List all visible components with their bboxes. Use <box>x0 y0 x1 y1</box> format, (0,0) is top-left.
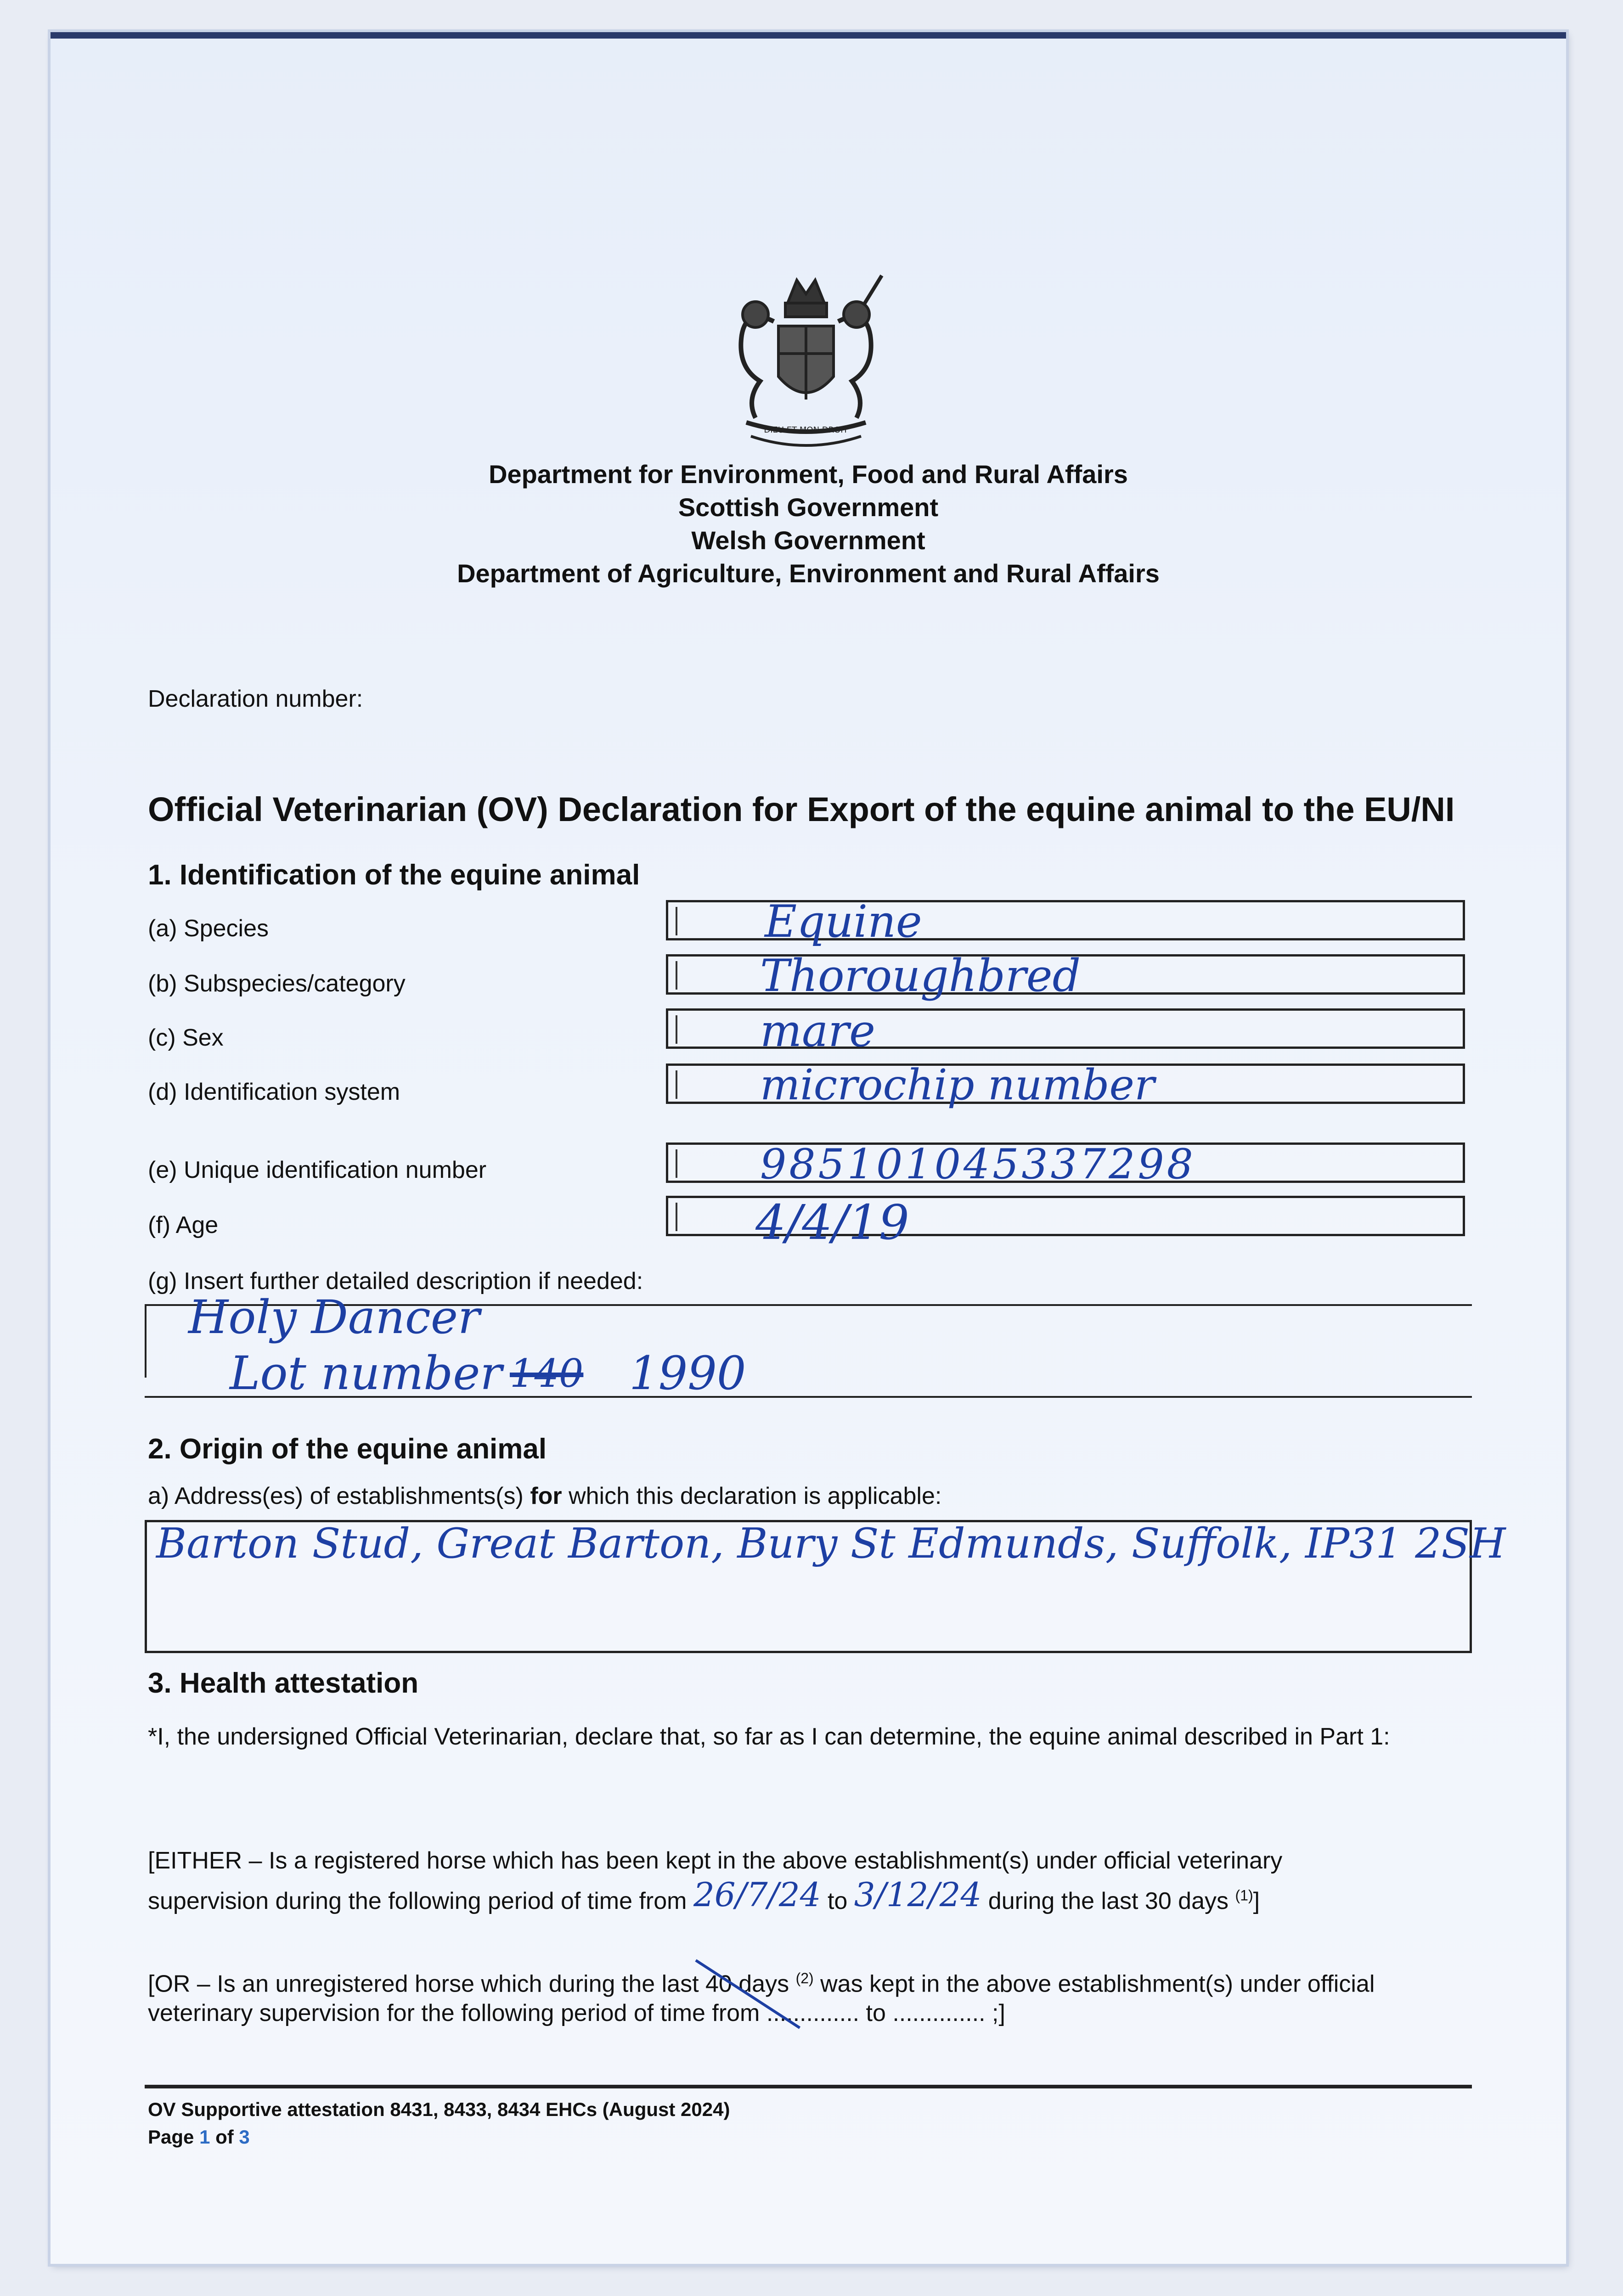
org-defra: Department for Environment, Food and Rural Affairs <box>489 460 1128 489</box>
or-clause-line-2: veterinary supervision for the following period of time from .............. to .............. ;] <box>148 2000 1005 2026</box>
section-2-heading: 2. Origin of the equine animal <box>148 1433 547 1465</box>
sex-label: (c) Sex <box>148 1024 224 1051</box>
footer-reference: OV Supportive attestation 8431, 8433, 8434 EHCs (August 2024) <box>148 2099 730 2120</box>
unique-id-field[interactable]: 985101045337298 <box>666 1142 1465 1183</box>
either-from-date: 26/7/24 <box>693 1875 821 1914</box>
page-top-edge <box>51 32 1566 39</box>
either-clause-line-2: supervision during the following period of time from 26/7/24 to 3/12/24 during the last 30 days $^{(1)}$] <box>148 1875 1260 1914</box>
unique-id-label: (e) Unique identification number <box>148 1157 487 1183</box>
horse-name: Holy Dancer <box>188 1290 480 1344</box>
org-welsh-government: Welsh Government <box>691 526 925 555</box>
id-system-label: (d) Identification system <box>148 1079 400 1105</box>
lot-number-value: 1990 <box>629 1346 746 1400</box>
lot-number-label: Lot number <box>230 1346 502 1400</box>
attestation-intro: *I, the undersigned Official Veterinarian, declare that, so far as I can determine, the equine animal described in Part 1: <box>148 1723 1390 1750</box>
or-clause-line-1: [OR – Is an unregistered horse which during the last 40 days $^{(2)}$ was kept in the above establishment(s) under official <box>148 1970 1375 1998</box>
id-system-field[interactable]: microchip number <box>666 1064 1465 1104</box>
svg-text:DIEU ET MON DROIT: DIEU ET MON DROIT <box>764 425 848 435</box>
section-3-heading: 3. Health attestation <box>148 1667 419 1699</box>
section-1-heading: 1. Identification of the equine animal <box>148 859 640 891</box>
footer-rule <box>145 2085 1472 2088</box>
royal-coat-of-arms-icon <box>705 262 907 455</box>
page-title: Official Veterinarian (OV) Declaration for Export of the equine animal to the EU/NI <box>148 790 1455 828</box>
address-field[interactable]: Barton Stud, Great Barton, Bury St Edmunds, Suffolk, IP31 2SH <box>145 1520 1472 1653</box>
subspecies-field[interactable]: Thoroughbred <box>666 954 1465 995</box>
org-daera: Department of Agriculture, Environment and Rural Affairs <box>457 559 1160 588</box>
org-scottish-government: Scottish Government <box>678 493 939 522</box>
declaration-number-label: Declaration number: <box>148 686 363 712</box>
subspecies-label: (b) Subspecies/category <box>148 970 406 997</box>
species-label: (a) Species <box>148 915 269 942</box>
further-description-label: (g) Insert further detailed description if needed: <box>148 1268 643 1294</box>
sex-field[interactable]: mare <box>666 1008 1465 1049</box>
crossed-out-number: 140 <box>510 1351 584 1396</box>
address-label: a) Address(es) of establishments(s) for which this declaration is applicable: <box>148 1483 942 1509</box>
either-to-date: 3/12/24 <box>854 1875 982 1914</box>
document-page <box>51 32 1566 2264</box>
either-clause-line-1: [EITHER – Is a registered horse which has been kept in the above establishment(s) under official veterinary <box>148 1847 1283 1874</box>
description-box-edge <box>145 1304 147 1378</box>
age-label: (f) Age <box>148 1212 219 1238</box>
footer-page-number: Page 1 of 3 <box>148 2126 250 2148</box>
age-field[interactable]: 4/4/19 <box>666 1196 1465 1236</box>
species-field[interactable]: Equine <box>666 900 1465 940</box>
